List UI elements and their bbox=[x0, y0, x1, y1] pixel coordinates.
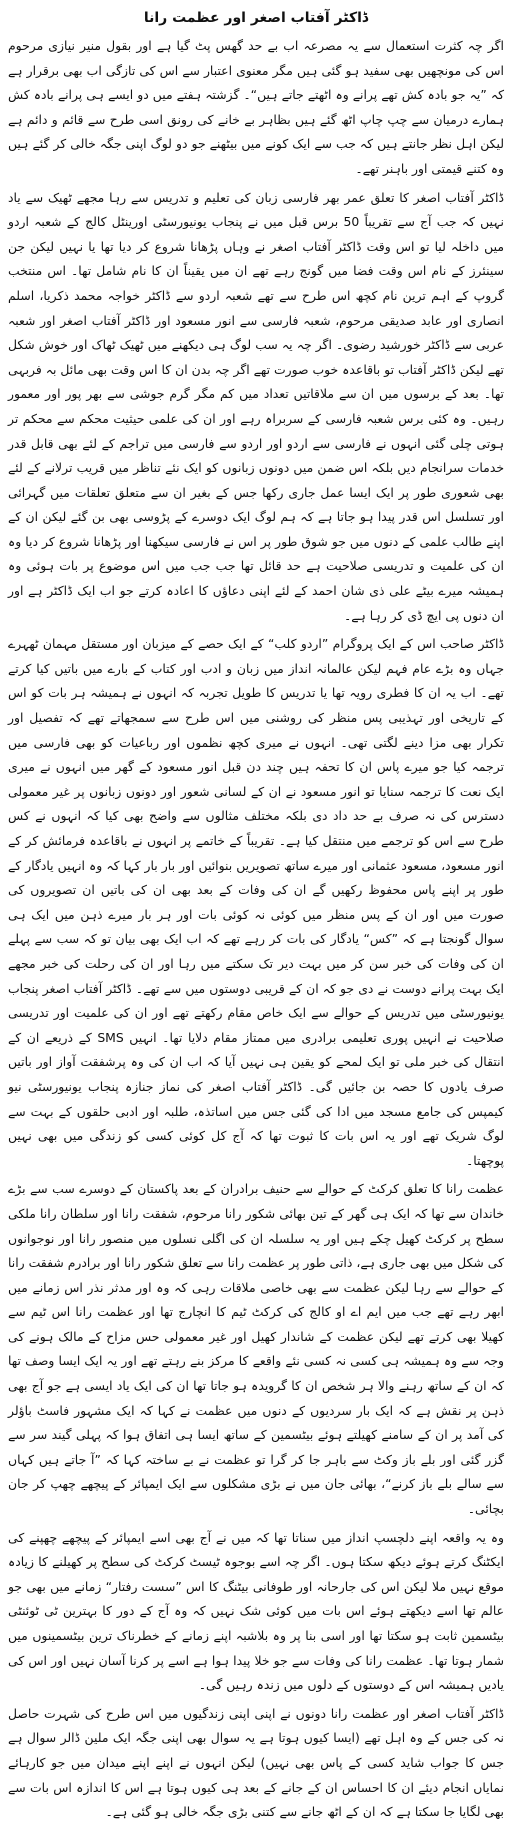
article-title: ڈاکٹر آفتاب اصغر اور عظمت رانا bbox=[143, 10, 369, 26]
article-paragraph: ڈاکٹر آفتاب اصغر کا تعلق عمر بھر فارسی زبان کی تعلیم و تدریس سے رہا مجھے ٹھیک سے یاد نہیں کہ جب آج سے تقریباً 50 برس قبل میں نے پنجاب یونیورسٹی اورینٹل کالج کے شعبہ اردو میں داخلہ لیا تو اس وقت ڈاکٹر آفتاب اصغر نے وہاں پڑھانا شروع کر دیا تھا یا نہیں لیکن جن سینئرز کے نام اس وقت فضا میں گونج رہے تھے ان میں یقیناً ان کا نام شامل تھا۔ اس منتخب گروپ کے اہم ترین نام کچھ اس طرح سے تھے شعبہ اردو سے ڈاکٹر خواجہ محمد ذکریا، اسلم انصاری اور عابد صدیقی مرحوم، شعبہ فارسی سے انور مسعود اور ڈاکٹر آفتاب اصغر اور شعبہ عربی سے ڈاکٹر خورشید رضوی۔ اگر چہ یہ سب لوگ ہی دیکھنے میں ٹھیک ٹھاک اور خوش شکل تھے لیکن ڈاکٹر آفتاب تو باقاعدہ خوب صورت تھے اگر چہ بدن ان کا اس وقت بھی مائل بہ فربہی تھا۔ بعد کے برسوں میں ان سے ملاقاتیں تعداد میں کم مگر گرم جوشی سے بھر پور اور معمور رہیں۔ وہ کئی برس شعبہ فارسی کے سربراہ رہے اور ان کی علمی حیثیت محکم سے محکم تر ہوتی چلی گئی انہوں نے فارسی سے اردو اور اردو سے فارسی میں تراجم کے لئے بھی قابل قدر خدمات سرانجام دیں بلکہ اس ضمن میں دونوں زبانوں کو ایک نئے تناظر میں قریب ترلانے کے لئے بھی شعوری طور پر ایک ایسا عمل جاری رکھا جس کے بغیر ان سے متعلق تعلقات میں گہرائی اور تسلسل اس قدر پیدا ہو جاتا ہے کہ ہم لوگ ایک دوسرے کے پڑوسی بھی بن گئے لیکن ان کے اپنے طالب علمی کے دنوں میں جو شوق طور پر اس نے فارسی سیکھنا اور پڑھانا شروع کر دیا وہ ان کی علمیت و تدریسی صلاحیت ہے حد قائل تھا جب جب میں اس موضوع پر بات ہوئی وہ ہمیشہ میرے بیٹے علی ذی شان احمد کے لئے اپنی دعاؤں کا اعادہ کرتے جو اب ایک ڈاکٹر ہے اور ان دنوں پی ایچ ڈی کر رہا ہے۔ bbox=[8, 189, 504, 623]
article-paragraph: اگر چہ کثرت استعمال سے یہ مصرعہ اب بے حد گھس پٹ گیا ہے اور بقول منیر نیازی مرحوم اس کی مونچھیں بھی سفید ہو گئی ہیں مگر معنوی اعتبار سے اس کی تازگی اب بھی برقرار ہے کہ ”یہ جو بادہ کش تھے پرانے وہ اٹھتے جاتے ہیں“۔ گزشتہ ہفتے میں دو ایسے ہی پرانے بادہ کش ہمارے درمیان سے چپ چاپ اٹھ گئے ہیں بظاہر بے خانے کی رونق اسی طرح سے قائم و دائم ہے لیکن اہل نظر جانتے ہیں کہ جب سے ایک کونے میں بیٹھنے جو دو لوگ اپنی جگہ خالی کر گئے ہیں وہ کتنے قیمتی اور باہنر تھے۔ bbox=[8, 38, 504, 176]
article-paragraph: ڈاکٹر آفتاب اصغر اور عظمت رانا دونوں نے اپنی اپنی زندگیوں میں اس طرح کی شہرت حاصل نہ کی جس کے وہ اہل تھے (ایسا کیوں ہوتا ہے یہ سوال بھی اپنی جگہ ایک ملین ڈالر سوال ہے جس کا جواب شاید کسی کے پاس بھی نہیں) لیکن انہوں نے اپنے اپنے میدان میں جو کارہائے نمایاں انجام دیئے ان کا احساس ان کے جانے کے بعد ہی کیوں ہوتا ہے اس کا اندازہ اس بات سے بھی لگایا جا سکتا ہے کہ ان کے اٹھ جانے سے کتنی بڑی جگہ خالی ہو گئی ہے۔ bbox=[8, 1705, 504, 1820]
article-paragraph: وہ یہ واقعہ اپنے دلچسپ انداز میں سناتا تھا کہ میں نے آج بھی اسے ایمپائر کے پیچھے چھپنے کی ایکٹنگ کرتے ہوئے دیکھ سکتا ہوں۔ اگر چہ اسے بوجوہ ٹیسٹ کرکٹ کی سطح پر کھیلنے کا زیادہ موقع نہیں ملا لیکن اس کی جارحانہ اور طوفانی بیٹنگ کا اس ”سست رفتار“ زمانے میں بھی جو عالم تھا اسے دیکھتے ہوئے اس بات میں کوئی شک نہیں کہ وہ آج کے دور کا بہترین ٹی ٹوئنٹی بیٹسمین ثابت ہو سکتا تھا اور اسی بنا پر وہ بلاشبہ اپنے زمانے کے خطرناک ترین بیٹسمینوں میں شمار ہوتا تھا۔ عظمت رانا کی وفات سے جو خلا پیدا ہوا ہے اسے پر کرنا آسان نہیں اور اس کی یادیں ہمیشہ اس کے دوستوں کے دلوں میں زندہ رہیں گی۔ bbox=[8, 1529, 504, 1693]
article-paragraph: ڈاکٹر صاحب اس کے ایک پروگرام ”اردو کلب“ کے ایک حصے کے میزبان اور مستقل مہمان ٹھہرے جہاں وہ بڑے عام فہم لیکن عالمانہ انداز میں زبان و ادب اور کتاب کے بارے میں باتیں کیا کرتے تھے۔ اب یہ ان کا فطری رویہ تھا یا تدریس کا طویل تجربہ کہ انہوں نے ہمیشہ ہر بات کو اس کے تاریخی اور تہذیبی پس منظر کی روشنی میں اس طرح سے سمجھاتے تھے کہ تفصیل اور تکرار بھی مزا دینے لگتی تھی۔ انہوں نے میری کچھ نظموں اور رباعیات کو بھی فارسی میں ترجمہ کیا جو میرے پاس ان کا تحفہ ہیں چند دن قبل انور مسعود کے گھر میں انہوں نے میری ایک نعت کا ترجمہ سنایا تو انور مسعود نے ان کے لسانی شعور اور دونوں زبانوں پر غیر معمولی دسترس کی نہ صرف بے حد داد دی بلکہ مختلف مثالوں سے واضح بھی کیا کہ انہوں نے کس طرح سے اس کو ترجمے میں منتقل کیا ہے۔ تقریباً کے خاتمے پر انہوں نے باقاعدہ فرمائش کر کے انور مسعود، مسعود عثمانی اور میرے ساتھ تصویریں بنوائیں اور بار بار کہا کہ وہ انہیں یادگار کے طور پر اپنے پاس محفوظ رکھیں گے ان کی وفات کے بعد بھی ان کی باتیں ان تصویروں کی صورت میں اور ان کے پس منظر میں کوئی نہ کوئی بات اور ہر بار میرے ذہن میں ایک ہی سوال گونجتا ہے کہ ”کس“ یادگار کی بات کر رہے تھے کہ اب ایک بھی بیان تو کہ سب سے پہلے ان کی وفات کی خبر سن کر میں بہت دیر تک سکتے میں رہا اور ان کی رحلت کی خبر مجھے ایک بہت پرانے دوست نے دی جو کہ ان کے قریبی دوستوں میں سے تھے۔ ڈاکٹر آفتاب اصغر پنجاب یونیورسٹی میں تدریس کے حوالے سے ایک خاص مقام رکھتے تھے اور ان کی علمیت اور تدریسی صلاحیت نے انہیں پوری تعلیمی برادری میں ممتاز مقام دلایا تھا۔ انہیں SMS کے ذریعے ان کے انتقال کی خبر ملی تو ایک لمحے کو یقین ہی نہیں آیا کہ اب ان کی وہ پرشفقت آواز اور باتیں صرف یادوں کا حصہ بن جائیں گی۔ ڈاکٹر آفتاب اصغر کی نماز جنازہ پنجاب یونیورسٹی نیو کیمپس کی جامع مسجد میں ادا کی گئی جس میں اساتذہ، طلبہ اور ادبی حلقوں کے بہت سے لوگ شریک تھے اور یہ اس بات کا ثبوت تھا کہ آج کل کوئی کسی کو زندگی میں بھی نہیں پوچھتا۔ bbox=[8, 636, 504, 1168]
article-paragraph: عظمت رانا کا تعلق کرکٹ کے حوالے سے حنیف برادران کے بعد پاکستان کے دوسرے سب سے بڑے خاندان سے تھا کہ ایک ہی گھر کے تین بھائی شکور رانا مرحوم، شفقت رانا اور سلطان رانا ملکی سطح پر کرکٹ کھیل چکے ہیں اور یہ سلسلہ ان کی اگلی نسلوں میں منصور رانا اور نوجوانوں کی شکل میں بھی جاری ہے، ذاتی طور پر عظمت رانا سے تعلق شکور رانا اور برادرم شفقت رانا کے حوالے سے رہا لیکن عظمت سے بھی خاصی ملاقات رہی کہ وہ اور مدثر نذر اس زمانے میں ابھر رہے تھے جب میں ایم اے او کالج کی کرکٹ ٹیم کا انچارج تھا اور عظمت رانا اس ٹیم سے کھیلا بھی کرتے تھے لیکن عظمت کے شاندار کھیل اور غیر معمولی حس مزاح کے مالک ہونے کی وجہ سے وہ ہمیشہ ہی کسی نہ کسی نئے واقعے کا مرکز بنے رہتے تھے اور یہ ایک ایسا وصف تھا کہ ان کے ساتھ رہنے والا ہر شخص ان کا گرویدہ ہو جاتا تھا ان کی ایک یاد ایسی ہے جو آج بھی ذہن پر نقش ہے کہ ایک بار سردیوں کے دنوں میں عظمت نے کہا کہ ایک مشہور فاسٹ باؤلر کی آمد پر ان کے سامنے کھیلتے ہوئے بیٹسمین کے ساتھ ایسا ہی اتفاق ہوا کہ پہلی گیند سر سے گزر گئی اور بلے باز وکٹ سے باہر جا کر گرا تو عظمت نے بے ساختہ کہا کہ ”آ جاتے ہیں کہاں سے سالے بلے باز کرنے“، بھائی جان میں نے بڑی مشکلوں سے ایک ایمپائر کے پیچھے چھپ کر جان بچائی۔ bbox=[8, 1181, 504, 1517]
